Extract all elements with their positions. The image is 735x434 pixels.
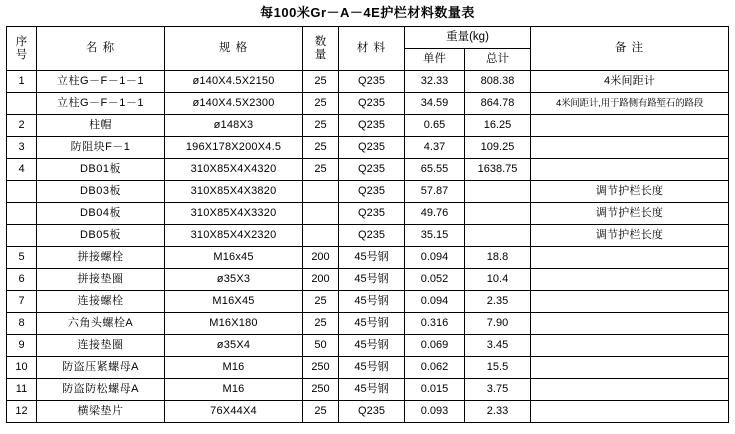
cell-qty: 50 [303, 335, 339, 357]
cell-name: DB03板 [37, 181, 165, 203]
cell-unit-weight: 0.094 [405, 291, 465, 313]
table-row [7, 137, 729, 159]
cell-name: 防盗防松螺母A [37, 379, 165, 401]
cell-remark: 调节护栏长度 [531, 181, 729, 203]
cell-seq [7, 181, 37, 203]
cell-material: Q235 [339, 159, 405, 181]
cell-unit-weight: 65.55 [405, 159, 465, 181]
table-row [7, 291, 729, 313]
cell-material: 45号钢 [339, 269, 405, 291]
cell-total-weight: 1638.75 [465, 159, 531, 181]
cell-qty: 25 [303, 291, 339, 313]
cell-spec: 310X85X4X2320 [165, 225, 303, 247]
cell-total-weight: 16.25 [465, 115, 531, 137]
table-header [7, 27, 729, 71]
cell-spec: 196X178X200X4.5 [165, 137, 303, 159]
cell-qty: 25 [303, 93, 339, 115]
cell-material: Q235 [339, 115, 405, 137]
header-weight-unit: 单件 [405, 49, 465, 71]
cell-material: 45号钢 [339, 313, 405, 335]
cell-qty: 250 [303, 379, 339, 401]
cell-material: Q235 [339, 203, 405, 225]
cell-spec: 310X85X4X3320 [165, 203, 303, 225]
page-title: 每100米Gr－A－4E护栏材料数量表 [260, 5, 475, 20]
cell-qty: 25 [303, 115, 339, 137]
cell-material: 45号钢 [339, 247, 405, 269]
cell-name: 拼接螺栓 [37, 247, 165, 269]
cell-seq [7, 203, 37, 225]
cell-unit-weight: 0.65 [405, 115, 465, 137]
header-row-1 [7, 27, 729, 49]
cell-seq: 4 [7, 159, 37, 181]
table-row [7, 71, 729, 93]
cell-material: 45号钢 [339, 335, 405, 357]
cell-name: 横梁垫片 [37, 401, 165, 423]
cell-seq: 2 [7, 115, 37, 137]
cell-material: Q235 [339, 93, 405, 115]
cell-qty: 25 [303, 401, 339, 423]
cell-spec: 310X85X4X4320 [165, 159, 303, 181]
cell-seq: 6 [7, 269, 37, 291]
table-row [7, 115, 729, 137]
cell-spec: ø35X3 [165, 269, 303, 291]
cell-remark [531, 137, 729, 159]
cell-seq: 7 [7, 291, 37, 313]
cell-name: 六角头螺栓A [37, 313, 165, 335]
cell-total-weight: 18.8 [465, 247, 531, 269]
cell-name: 立柱G－F－1－1 [37, 93, 165, 115]
cell-material: Q235 [339, 401, 405, 423]
cell-material: Q235 [339, 225, 405, 247]
table-row [7, 203, 729, 225]
cell-name: 立柱G－F－1－1 [37, 71, 165, 93]
header-seq-line2: 号 [15, 48, 28, 61]
cell-remark: 4米间距计,用于路侧有路堑石的路段 [531, 93, 729, 115]
cell-total-weight [465, 203, 531, 225]
cell-remark [531, 313, 729, 335]
cell-remark: 调节护栏长度 [531, 225, 729, 247]
cell-unit-weight: 0.094 [405, 247, 465, 269]
cell-unit-weight: 0.316 [405, 313, 465, 335]
cell-name: DB05板 [37, 225, 165, 247]
table-row [7, 247, 729, 269]
cell-total-weight: 2.33 [465, 401, 531, 423]
cell-spec: M16 [165, 379, 303, 401]
table-row [7, 357, 729, 379]
cell-spec: M16X45 [165, 291, 303, 313]
cell-name: 柱帽 [37, 115, 165, 137]
cell-total-weight [465, 225, 531, 247]
table-row [7, 335, 729, 357]
cell-remark [531, 357, 729, 379]
header-qty-line1: 数 [314, 35, 327, 48]
cell-qty: 250 [303, 357, 339, 379]
cell-spec: M16x45 [165, 247, 303, 269]
cell-qty: 25 [303, 71, 339, 93]
cell-unit-weight: 32.33 [405, 71, 465, 93]
cell-material: Q235 [339, 181, 405, 203]
table-row [7, 93, 729, 115]
cell-remark [531, 401, 729, 423]
cell-qty: 200 [303, 247, 339, 269]
cell-remark: 调节护栏长度 [531, 203, 729, 225]
table-row [7, 225, 729, 247]
cell-remark [531, 335, 729, 357]
cell-qty [303, 225, 339, 247]
cell-total-weight: 109.25 [465, 137, 531, 159]
cell-qty: 25 [303, 313, 339, 335]
cell-total-weight: 7.90 [465, 313, 531, 335]
cell-spec: ø140X4.5X2300 [165, 93, 303, 115]
cell-seq: 12 [7, 401, 37, 423]
cell-unit-weight: 0.062 [405, 357, 465, 379]
table-row [7, 159, 729, 181]
cell-name: DB04板 [37, 203, 165, 225]
cell-seq: 3 [7, 137, 37, 159]
cell-material: Q235 [339, 71, 405, 93]
header-seq-line1: 序 [15, 35, 28, 48]
cell-total-weight: 2.35 [465, 291, 531, 313]
cell-total-weight: 3.45 [465, 335, 531, 357]
cell-qty [303, 181, 339, 203]
cell-name: 拼接垫圈 [37, 269, 165, 291]
cell-seq: 8 [7, 313, 37, 335]
cell-spec: ø140X4.5X2150 [165, 71, 303, 93]
cell-spec: M16 [165, 357, 303, 379]
cell-seq: 1 [7, 71, 37, 93]
cell-spec: 310X85X4X3820 [165, 181, 303, 203]
cell-total-weight: 864.78 [465, 93, 531, 115]
cell-seq [7, 225, 37, 247]
cell-name: 防阻块F－1 [37, 137, 165, 159]
cell-remark [531, 115, 729, 137]
cell-name: 连接垫圈 [37, 335, 165, 357]
material-quantity-table [6, 26, 729, 423]
cell-unit-weight: 0.052 [405, 269, 465, 291]
header-qty [303, 27, 339, 71]
table-row [7, 379, 729, 401]
cell-unit-weight: 49.76 [405, 203, 465, 225]
cell-remark [531, 247, 729, 269]
cell-total-weight: 10.4 [465, 269, 531, 291]
cell-spec: ø148X3 [165, 115, 303, 137]
cell-total-weight: 3.75 [465, 379, 531, 401]
cell-spec: ø35X4 [165, 335, 303, 357]
cell-remark [531, 379, 729, 401]
table-row [7, 269, 729, 291]
cell-remark [531, 291, 729, 313]
table-row [7, 313, 729, 335]
cell-unit-weight: 0.015 [405, 379, 465, 401]
cell-qty: 25 [303, 137, 339, 159]
header-name: 名 称 [37, 27, 165, 71]
cell-seq: 5 [7, 247, 37, 269]
cell-remark [531, 159, 729, 181]
cell-unit-weight: 57.87 [405, 181, 465, 203]
cell-name: DB01板 [37, 159, 165, 181]
table-body [7, 71, 729, 423]
cell-spec: 76X44X4 [165, 401, 303, 423]
cell-total-weight: 808.38 [465, 71, 531, 93]
header-qty-line2: 量 [314, 48, 327, 61]
cell-seq [7, 93, 37, 115]
cell-unit-weight: 0.093 [405, 401, 465, 423]
cell-name: 防盗压紧螺母A [37, 357, 165, 379]
cell-total-weight [465, 181, 531, 203]
cell-spec: M16X180 [165, 313, 303, 335]
header-seq [7, 27, 37, 71]
cell-remark: 4米间距计 [531, 71, 729, 93]
cell-unit-weight: 34.59 [405, 93, 465, 115]
cell-unit-weight: 4.37 [405, 137, 465, 159]
header-weight-group: 重量(kg) [405, 27, 531, 49]
cell-material: 45号钢 [339, 291, 405, 313]
cell-material: 45号钢 [339, 357, 405, 379]
cell-material: Q235 [339, 137, 405, 159]
table-row [7, 181, 729, 203]
cell-total-weight: 15.5 [465, 357, 531, 379]
cell-name: 连接螺栓 [37, 291, 165, 313]
cell-seq: 9 [7, 335, 37, 357]
cell-remark [531, 269, 729, 291]
header-spec: 规 格 [165, 27, 303, 71]
cell-qty: 200 [303, 269, 339, 291]
cell-seq: 10 [7, 357, 37, 379]
header-remark: 备 注 [531, 27, 729, 71]
header-weight-total: 总计 [465, 49, 531, 71]
cell-unit-weight: 35.15 [405, 225, 465, 247]
header-material: 材 料 [339, 27, 405, 71]
table-row [7, 401, 729, 423]
cell-material: 45号钢 [339, 379, 405, 401]
cell-unit-weight: 0.069 [405, 335, 465, 357]
cell-qty: 25 [303, 159, 339, 181]
cell-seq: 11 [7, 379, 37, 401]
cell-qty [303, 203, 339, 225]
